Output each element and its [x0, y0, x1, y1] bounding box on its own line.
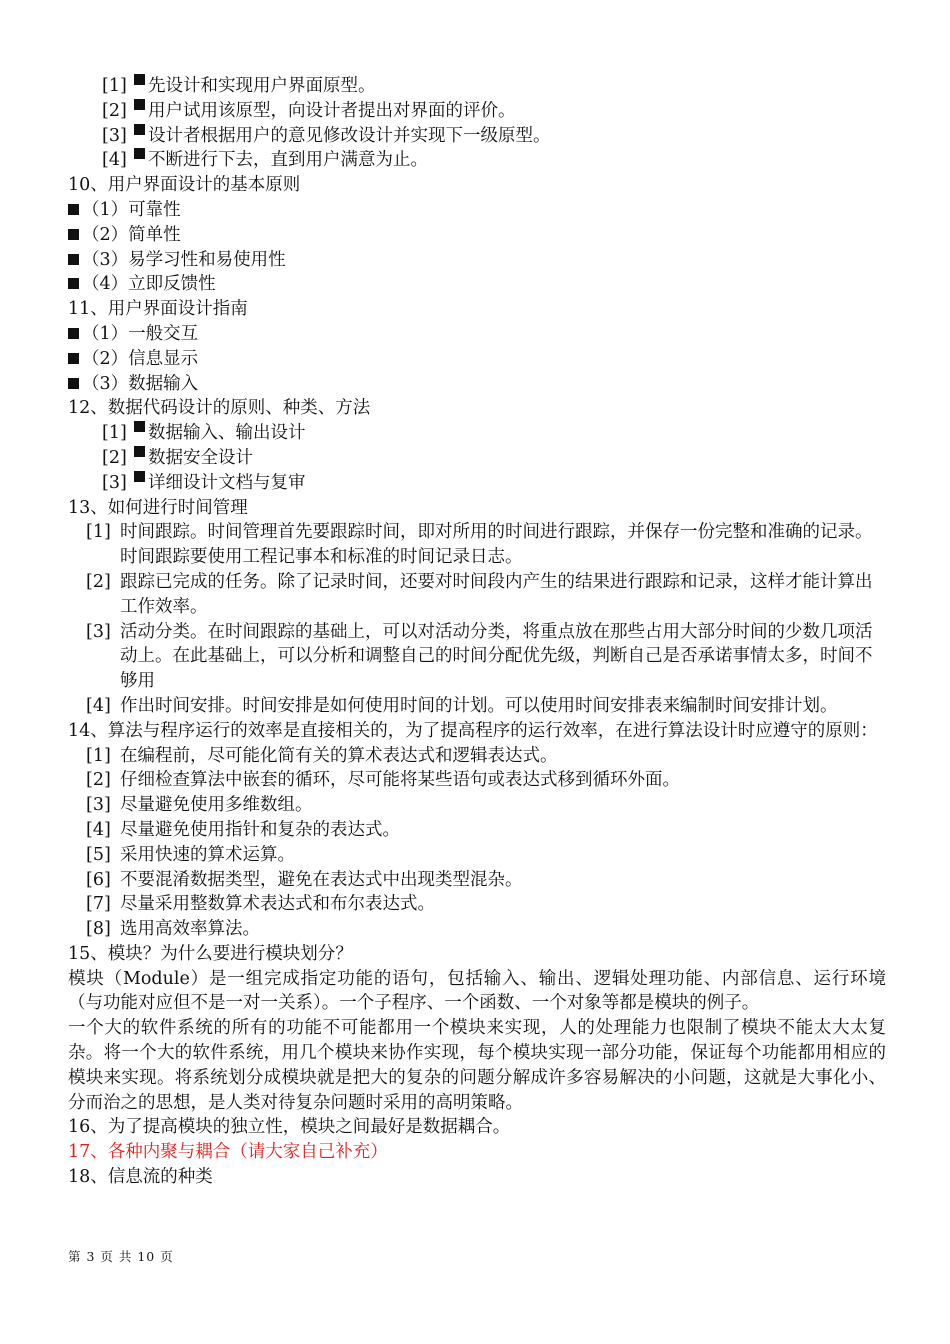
- heading-16: 16、为了提高模块的独立性，模块之间最好是数据耦合。: [68, 1117, 511, 1138]
- list-item: [3] 活动分类。在时间跟踪的基础上，可以对活动分类，将重点放在那些占用大部分时间的少数几项活动上。在此基础上，可以分析和调整自己的时间分配优先级，判断自己是否承诺事情太多，时间不够用: [86, 621, 873, 692]
- list-item: [5] 采用快速的算术运算。: [86, 844, 295, 865]
- list-item: （2）简单性: [68, 223, 886, 248]
- square-bullet-icon: [134, 148, 145, 159]
- list-item: [4] 作出时间安排。时间安排是如何使用时间的计划。可以使用时间安排表来编制时间安排计划。: [86, 695, 838, 716]
- list-item: [4] 不断进行下去，直到用户满意为止。: [102, 150, 428, 171]
- square-bullet-icon: [68, 378, 79, 389]
- list-item: [1] 先设计和实现用户界面原型。: [102, 76, 376, 96]
- list-item: [2] 仔细检查算法中嵌套的循环，尽可能将某些语句或表达式移到循环外面。: [86, 770, 680, 791]
- square-bullet-icon: [68, 254, 79, 265]
- list-item: [4] 尽量避免使用指针和复杂的表达式。: [86, 819, 400, 840]
- list-item: （1）一般交互: [68, 322, 886, 347]
- heading-17: 17、各种内聚与耦合（请大家自己补充）: [68, 1142, 388, 1163]
- heading-11: 11、用户界面设计指南: [68, 299, 248, 320]
- square-bullet-icon: [68, 328, 79, 339]
- list-item: [3] 详细设计文档与复审: [102, 472, 306, 493]
- heading-13: 13、如何进行时间管理: [68, 497, 248, 518]
- list-item: [1] 在编程前，尽可能化简有关的算术表达式和逻辑表达式。: [86, 745, 558, 766]
- heading-12: 12、数据代码设计的原则、种类、方法: [68, 398, 371, 419]
- list-item: [2] 数据安全设计: [102, 447, 253, 468]
- heading-15: 15、模块？为什么要进行模块划分？: [68, 943, 353, 964]
- list-item: [6] 不要混淆数据类型，避免在表达式中出现类型混杂。: [86, 869, 523, 890]
- square-bullet-icon: [134, 446, 145, 457]
- list-item: [1] 数据输入、输出设计: [102, 423, 306, 444]
- list-item: [8] 选用高效率算法。: [86, 919, 260, 940]
- square-bullet-icon: [68, 204, 79, 215]
- heading-18: 18、信息流的种类: [68, 1167, 213, 1188]
- square-bullet-icon: [68, 229, 79, 240]
- list-item: [2] 跟踪已完成的任务。除了记录时间，还要对时间段内产生的结果进行跟踪和记录，这样才能计算出工作效率。: [86, 571, 873, 617]
- square-bullet-icon: [68, 353, 79, 364]
- paragraph-module-definition: 模块（Module）是一组完成指定功能的语句，包括输入、输出、逻辑处理功能、内部信息、运行环境（与功能对应但不是一对一关系）。一个子程序、一个函数、一个对象等都是模块的例子。: [68, 968, 886, 1014]
- square-bullet-icon: [134, 74, 145, 85]
- square-bullet-icon: [68, 278, 79, 289]
- list-item: （4）立即反馈性: [68, 272, 886, 297]
- list-item: [1] 时间跟踪。时间管理首先要跟踪时间，即对所用的时间进行跟踪，并保存一份完整和准确的记录。时间跟踪要使用工程记事本和标准的时间记录日志。: [86, 522, 873, 568]
- page-footer: 第 3 页 共 10 页: [68, 1249, 174, 1264]
- document-content: [68, 74, 886, 1190]
- list-item: （2）信息显示: [68, 347, 886, 372]
- square-bullet-icon: [134, 471, 145, 482]
- list-item: （3）易学习性和易使用性: [68, 248, 886, 273]
- list-item: [2] 用户试用该原型，向设计者提出对界面的评价。: [102, 100, 516, 121]
- heading-10: 10、用户界面设计的基本原则: [68, 175, 301, 196]
- list-item: （3）数据输入: [68, 372, 886, 397]
- paragraph-module-division: 一个大的软件系统的所有的功能不可能都用一个模块来实现，人的处理能力也限制了模块不能太大太复杂。将一个大的软件系统，用几个模块来协作实现，每个模块实现一部分功能，保证每个功能都用相应的模块来实现。将系统划分成模块就是把大的复杂的问题分解成许多容易解决的小问题，这就是大事化小、分而治之的思想，是人类对待复杂问题时采用的高明策略。: [68, 1018, 886, 1113]
- heading-14: 14、算法与程序运行的效率是直接相关的，为了提高程序的运行效率，在进行算法设计时应遵守的原则：: [68, 720, 878, 741]
- square-bullet-icon: [134, 99, 145, 110]
- list-item: （1）可靠性: [68, 198, 886, 223]
- list-item: [3] 尽量避免使用多维数组。: [86, 795, 313, 816]
- list-item: [3] 设计者根据用户的意见修改设计并实现下一级原型。: [102, 125, 551, 146]
- list-item: [7] 尽量采用整数算术表达式和布尔表达式。: [86, 894, 435, 915]
- square-bullet-icon: [134, 421, 145, 432]
- square-bullet-icon: [134, 124, 145, 135]
